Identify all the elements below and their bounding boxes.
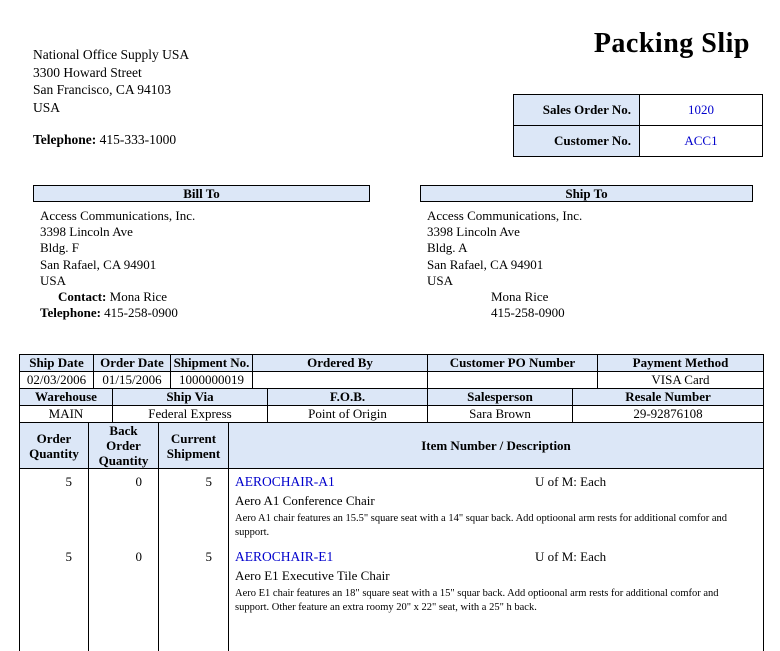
ship-via-header: Ship Via xyxy=(113,389,268,406)
item-number-line xyxy=(235,549,755,566)
item-description-header: Item Number / Description xyxy=(229,423,764,469)
item-current-shipment: 5 xyxy=(159,469,229,544)
payment-method-header: Payment Method xyxy=(598,355,764,372)
bill-to-contact-value: Mona Rice xyxy=(109,289,168,305)
ship-to-section xyxy=(420,185,753,321)
item-description-cell xyxy=(229,469,764,544)
seller-street: 3300 Howard Street xyxy=(33,64,142,80)
bill-to-line: San Rafael, CA 94901 xyxy=(40,256,157,272)
item-current-shipment: 5 xyxy=(159,544,229,651)
item-number-link[interactable]: AEROCHAIR-A1 xyxy=(235,474,335,489)
bill-to-phone-value: 415-258-0900 xyxy=(104,305,178,321)
details-row2-table xyxy=(19,388,764,423)
salesperson-value: Sara Brown xyxy=(428,406,573,423)
customer-no-row xyxy=(514,126,763,157)
item-back-order-qty: 0 xyxy=(89,469,159,544)
ship-date-header: Ship Date xyxy=(20,355,94,372)
line-items-table xyxy=(19,422,764,651)
back-order-qty-header: Back Order Quantity xyxy=(89,423,159,469)
item-long-description: Aero A1 chair features an 15.5" square seat with a 14" squar back. Add optioonal arm rests for additional comfor and support. xyxy=(235,513,728,538)
item-long-description: Aero E1 chair features an 18" square seat with a 15" squar back. Add optioonal arm rests for additional comfor and support. Other feature an extra roomy 20" x 22" seat, with a 25" h back. xyxy=(235,587,719,613)
item-number-line xyxy=(235,474,755,491)
line-items-header-row xyxy=(20,423,764,469)
line-item-row xyxy=(20,469,764,544)
ship-to-line: Access Communications, Inc. xyxy=(427,208,583,223)
item-name: Aero E1 Executive Tile Chair xyxy=(235,567,390,583)
order-info-table xyxy=(513,94,763,157)
ship-to-line: 3398 Lincoln Ave xyxy=(427,224,520,240)
ship-to-contact-value: Mona Rice xyxy=(491,289,549,305)
bill-to-line: Bldg. F xyxy=(40,240,80,256)
item-order-qty: 5 xyxy=(20,544,89,651)
sales-order-label: Sales Order No. xyxy=(514,95,640,126)
ship-to-phone-value: 415-258-0900 xyxy=(491,305,565,321)
order-details xyxy=(19,354,763,651)
seller-phone-label: Telephone: xyxy=(33,132,97,147)
customer-po-header: Customer PO Number xyxy=(428,355,598,372)
ship-to-line: Bldg. A xyxy=(427,240,468,256)
ordered-by-header: Ordered By xyxy=(253,355,428,372)
sales-order-value[interactable]: 1020 xyxy=(640,95,763,126)
ship-to-line: USA xyxy=(427,272,454,288)
item-uom-label: U of M: Each xyxy=(535,548,607,564)
details-header-row-1 xyxy=(20,355,764,372)
bill-to-section xyxy=(33,185,370,321)
seller-city: San Francisco, CA 94103 xyxy=(33,82,171,97)
shipment-no-value: 1000000019 xyxy=(171,372,253,389)
sales-order-row xyxy=(514,95,763,126)
fob-value: Point of Origin xyxy=(268,406,428,423)
details-header-row-2 xyxy=(20,389,764,406)
item-number-link[interactable]: AEROCHAIR-E1 xyxy=(235,548,334,564)
bill-to-line: Access Communications, Inc. xyxy=(40,208,196,223)
payment-method-value: VISA Card xyxy=(598,372,764,389)
seller-address xyxy=(33,46,189,149)
page-title: Packing Slip xyxy=(593,28,750,59)
warehouse-header: Warehouse xyxy=(20,389,113,406)
order-date-value: 01/15/2006 xyxy=(94,372,171,389)
bill-to-contact-label: Contact: xyxy=(58,289,107,305)
details-value-row-2 xyxy=(20,406,764,423)
order-date-header: Order Date xyxy=(94,355,171,372)
current-shipment-header: Current Shipment xyxy=(159,423,229,469)
customer-po-value xyxy=(428,372,598,389)
seller-country: USA xyxy=(33,99,61,115)
resale-number-value: 29-92876108 xyxy=(573,406,764,423)
bill-to-address xyxy=(40,208,370,321)
line-item-row xyxy=(20,544,764,651)
ship-date-value: 02/03/2006 xyxy=(20,372,94,389)
ordered-by-value xyxy=(253,372,428,389)
seller-name: National Office Supply USA xyxy=(33,47,190,62)
item-description-cell xyxy=(229,544,764,651)
details-value-row-1 xyxy=(20,372,764,389)
seller-phone-line xyxy=(33,131,189,149)
item-uom-label: U of M: Each xyxy=(535,474,607,489)
ship-to-line: San Rafael, CA 94901 xyxy=(427,256,544,272)
fob-header: F.O.B. xyxy=(268,389,428,406)
customer-no-value[interactable]: ACC1 xyxy=(640,126,763,157)
bill-to-phone-label: Telephone: xyxy=(40,305,101,321)
bill-to-header: Bill To xyxy=(33,185,370,202)
ship-via-value: Federal Express xyxy=(113,406,268,423)
warehouse-value: MAIN xyxy=(20,406,113,423)
ship-to-header: Ship To xyxy=(420,185,753,202)
item-name: Aero A1 Conference Chair xyxy=(235,493,375,508)
customer-no-label: Customer No. xyxy=(514,126,640,157)
item-order-qty: 5 xyxy=(20,469,89,544)
seller-phone-value: 415-333-1000 xyxy=(99,132,177,147)
salesperson-header: Salesperson xyxy=(428,389,573,406)
order-qty-header: Order Quantity xyxy=(20,423,89,469)
bill-to-line: USA xyxy=(40,272,67,288)
bill-to-contact-line xyxy=(58,289,370,305)
bill-to-phone-line xyxy=(40,305,370,321)
ship-to-address xyxy=(427,208,753,321)
item-back-order-qty: 0 xyxy=(89,544,159,651)
shipment-no-header: Shipment No. xyxy=(171,355,253,372)
bill-to-line: 3398 Lincoln Ave xyxy=(40,224,133,240)
details-row1-table xyxy=(19,354,764,389)
resale-number-header: Resale Number xyxy=(573,389,764,406)
